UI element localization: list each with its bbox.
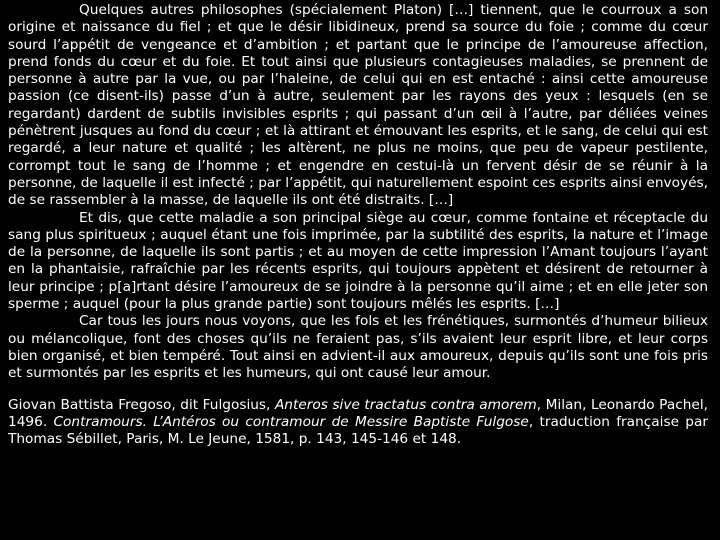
quote-block [8,2,708,383]
citation-publisher: , Milan, Leonardo Pachel, 1496. [8,396,708,430]
citation [8,397,708,449]
quote-paragraph-3: Car tous les jours nous voyons, que les fols et les frénétiques, surmontés d’humeur bilieux ou mélancolique, font des choses qu’ils ne feraient pas, s’ils avaient leur esprit libre, et leur corps bien organisé, et bien tempéré. Tout ainsi en advient-il aux amoureux, depuis qu’ils sont une fois pris et surmontés par les esprits et les humeurs, qui ont causé leur amour. [8,313,708,382]
quote-paragraph-2: Et dis, que cette maladie a son principal siège au cœur, comme fontaine et réceptacle du sang plus spiritueux ; auquel étant une fois imprimée, par la subtilité des esprits, la nature et l’image de la personne, de laquelle ils sont partis ; et au moyen de cette impression l’Amant toujours l’ayant en la phantaisie, rafraîchie par les récents esprits, qui toujours appètent et désirent de retourner à leur principe ; p[a]rtant désire l’amoureux de se joindre à la personne qu’il aime ; et en elle jeter son sperme ; auquel (pour la plus grande partie) sont toujours mêlés les esprits. […] [8,209,708,313]
citation-title-latin: Anteros sive tractatus contra amorem [274,396,537,413]
citation-author: Giovan Battista Fregoso, dit Fulgosius, [8,396,275,413]
citation-title-french: Contramours. L’Antéros ou contramour de Messire Baptiste Fulgose [53,413,529,430]
citation-translation: , traduction française par Thomas Sébillet, Paris, M. Le Jeune, 1581, p. 143, 145-146 et 148. [8,413,708,448]
quote-paragraph-1: Quelques autres philosophes (spécialement Platon) […] tiennent, que le courroux a son origine et naissance du fiel ; et que le désir libidineux, prend sa source du foie ; comme du cœur sourd l’appétit de vengeance et d’ambition ; et partant que le principe de l’amoureuse affection, prend fonds du cœur et du foie. Et tout ainsi que plusieurs contagieuses maladies, se prennent de personne à autre par la vue, ou par l’haleine, de celui qui en est entaché : ainsi cette amoureuse passion (ce disent-ils) passe d’un à autre, seulement par les rayons des yeux : lesquels (en se regardant) dardent de subtils invisibles esprits ; qui passant d’un œil à l’autre, par déliées veines pénètrent jusques au fond du cœur ; et là attirant et émouvant les esprits, et le sang, de celui qui est regardé, a leur nature et qualité ; les altèrent, ne plus ne moins, que peu de vapeur pestilente, corrompt tout le sang de l’homme ; et engendre en cestui-là un fervent désir de se réunir à la personne, de laquelle il est infecté ; par l’appétit, qui naturellement espoint ces esprits ainsi envoyés, de se rassembler à la masse, de laquelle ils ont été distraits. […] [8,2,708,209]
